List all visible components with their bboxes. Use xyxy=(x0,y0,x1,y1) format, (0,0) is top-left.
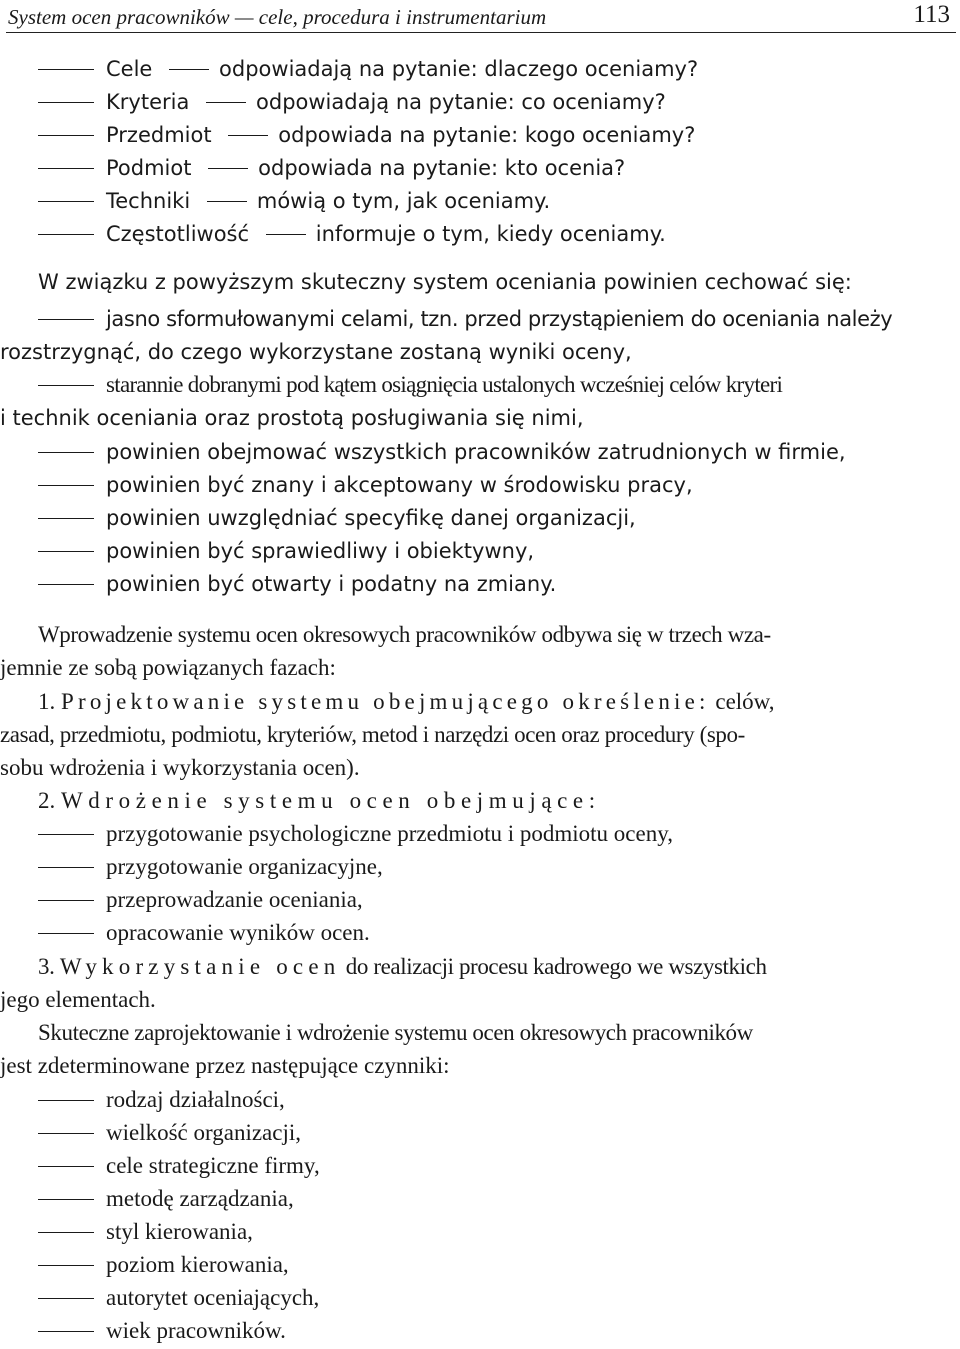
list-item: przygotowanie psychologiczne przedmiotu i podmiotu oceny, xyxy=(0,818,960,850)
em-dash xyxy=(38,452,94,453)
em-dash xyxy=(38,485,94,486)
phase-1: 1. Projektowanie systemu obejmującego określenie: celów, xyxy=(38,689,775,714)
definition-item: Kryteria odpowiadają na pytanie: co oceniamy? xyxy=(0,86,960,118)
list-item: powinien uwzględniać specyfikę danej organizacji, xyxy=(0,502,960,534)
paragraph-line: rozstrzygnąć, do czego wykorzystane zostaną wyniki oceny, xyxy=(0,340,632,364)
em-dash xyxy=(38,900,94,901)
paragraph-line: Skuteczne zaprojektowanie i wdrożenie systemu ocen okresowych pracowników xyxy=(38,1020,753,1045)
em-dash xyxy=(38,1298,94,1299)
em-dash xyxy=(38,1232,94,1233)
definition-item: Cele odpowiadają na pytanie: dlaczego oceniamy? xyxy=(0,53,960,85)
em-dash xyxy=(207,201,247,202)
em-dash xyxy=(38,551,94,552)
em-dash xyxy=(38,385,94,386)
list-item: powinien być otwarty i podatny na zmiany. xyxy=(0,568,960,600)
list-item: rodzaj działalności, xyxy=(0,1084,960,1116)
paragraph-line: Wprowadzenie systemu ocen okresowych pracowników odbywa się w trzech wza- xyxy=(38,622,771,647)
em-dash xyxy=(38,1199,94,1200)
em-dash xyxy=(266,234,306,235)
em-dash xyxy=(38,1331,94,1332)
page-number: 113 xyxy=(913,1,950,28)
em-dash xyxy=(38,1166,94,1167)
list-item: wielkość organizacji, xyxy=(0,1117,960,1149)
em-dash xyxy=(38,201,94,202)
em-dash xyxy=(206,102,246,103)
running-header xyxy=(6,0,956,33)
paragraph-line: jest zdeterminowane przez następujące czynniki: xyxy=(0,1053,450,1078)
paragraph-line: zasad, przedmiotu, podmiotu, kryteriów, metod i narzędzi ocen oraz procedury (spo- xyxy=(0,722,745,747)
list-item: styl kierowania, xyxy=(0,1216,960,1248)
list-item: jasno sformułowanymi celami, tzn. przed przystąpieniem do oceniania należy xyxy=(0,303,960,335)
em-dash xyxy=(208,168,248,169)
em-dash xyxy=(38,933,94,934)
list-item: powinien być sprawiedliwy i obiektywny, xyxy=(0,535,960,567)
paragraph-line: sobu wdrożenia i wykorzystania ocen). xyxy=(0,755,360,780)
em-dash xyxy=(38,102,94,103)
list-item: poziom kierowania, xyxy=(0,1249,960,1281)
em-dash xyxy=(38,584,94,585)
em-dash xyxy=(38,1133,94,1134)
list-item: metodę zarządzania, xyxy=(0,1183,960,1215)
paragraph-line: W związku z powyższym skuteczny system oceniania powinien cechować się: xyxy=(38,270,852,294)
list-item: wiek pracowników. xyxy=(0,1315,960,1347)
em-dash xyxy=(169,69,209,70)
phase-2: 2. Wdrożenie systemu ocen obejmujące: xyxy=(38,788,601,813)
list-item: cele strategiczne firmy, xyxy=(0,1150,960,1182)
em-dash xyxy=(38,319,94,320)
definition-item: Podmiot odpowiada na pytanie: kto ocenia? xyxy=(0,152,960,184)
paragraph-line: jemnie ze sobą powiązanych fazach: xyxy=(0,655,336,680)
phase-3: 3. Wykorzystanie ocen do realizacji procesu kadrowego we wszystkich xyxy=(38,954,767,979)
em-dash xyxy=(38,1265,94,1266)
definition-item: Techniki mówią o tym, jak oceniamy. xyxy=(0,185,960,217)
definition-item: Przedmiot odpowiada na pytanie: kogo oceniamy? xyxy=(0,119,960,151)
list-item: przeprowadzanie oceniania, xyxy=(0,884,960,916)
em-dash xyxy=(38,168,94,169)
em-dash xyxy=(38,135,94,136)
em-dash xyxy=(228,135,268,136)
em-dash xyxy=(38,518,94,519)
list-item: opracowanie wyników ocen. xyxy=(0,917,960,949)
em-dash xyxy=(38,69,94,70)
em-dash xyxy=(38,867,94,868)
definition-item: Częstotliwość informuje o tym, kiedy oceniamy. xyxy=(0,218,960,250)
paragraph-line: i technik oceniania oraz prostotą posługiwania się nimi, xyxy=(0,406,584,430)
list-item: powinien obejmować wszystkich pracowników zatrudnionych w firmie, xyxy=(0,436,960,468)
list-item: autorytet oceniających, xyxy=(0,1282,960,1314)
em-dash xyxy=(38,834,94,835)
list-item: starannie dobranymi pod kątem osiągnięcia ustalonych wcześniej celów kryteri xyxy=(0,369,960,401)
list-item: przygotowanie organizacyjne, xyxy=(0,851,960,883)
em-dash xyxy=(38,234,94,235)
em-dash xyxy=(38,1100,94,1101)
paragraph-line: jego elementach. xyxy=(0,987,156,1012)
running-title: System ocen pracowników — cele, procedura i instrumentarium xyxy=(8,5,547,29)
list-item: powinien być znany i akceptowany w środowisku pracy, xyxy=(0,469,960,501)
